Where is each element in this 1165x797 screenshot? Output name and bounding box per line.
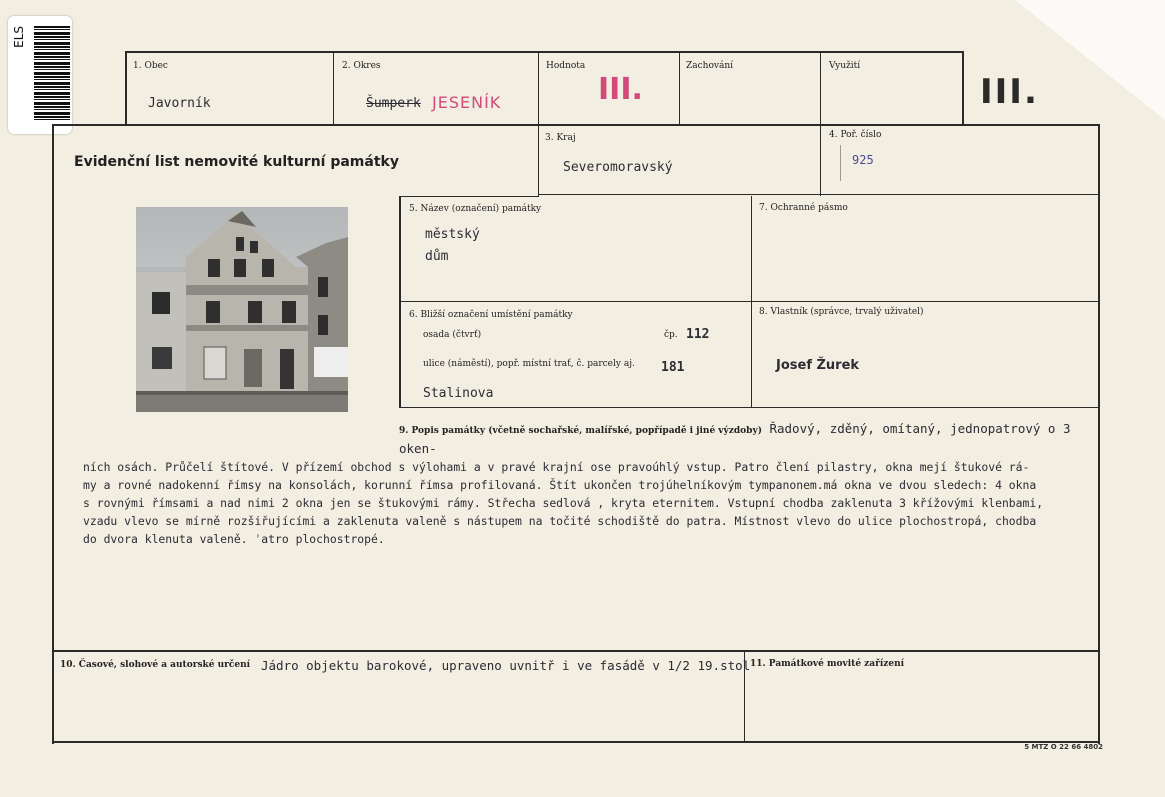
obec-value: Javorník <box>148 96 211 111</box>
grid-line <box>962 51 964 126</box>
por-cislo-value: 925 <box>852 153 874 167</box>
casove-value: Jádro objektu barokové, upraveno uvnitř i ve fasádě v 1/2 19.stol <box>261 658 751 673</box>
popis-label: 9. Popis památky (včetně sochařské, malířské, popřípadě i jiné výzdoby) <box>399 426 762 436</box>
category-value: III. <box>980 72 1039 112</box>
grid-line <box>52 124 1100 126</box>
grid-line <box>333 51 334 126</box>
cp-value: 112 <box>686 327 710 342</box>
form-title: Evidenční list nemovité kulturní památky <box>74 154 399 170</box>
popis-line2: ních osách. Průčelí štítové. V přízemí obchod s výlohami a v pravé krajní ose pravoúhlý vstup. Patro člení pilastry, okna mejí štukové rá- <box>83 460 1030 474</box>
footer-code: 5 MTZ O 22 66 4802 <box>1024 743 1103 751</box>
vlastnik-value: Josef Žurek <box>776 358 860 373</box>
vyuziti-label: Využití <box>829 61 861 71</box>
obec-label: 1. Obec <box>133 61 168 71</box>
cp-label: čp. <box>664 330 678 340</box>
grid-line <box>538 194 1098 195</box>
grid-line <box>52 650 1100 652</box>
nazev-line2: dům <box>425 249 449 264</box>
popis-line6: do dvora klenuta valeně. ˈatro plochostropé. <box>83 532 385 546</box>
ulice-label: ulice (náměstí), popř. místní trať, č. parcely aj. <box>423 359 635 369</box>
barcode-text: ELS <box>12 26 26 48</box>
zachovani-label: Zachování <box>686 61 733 71</box>
grid-line <box>538 51 539 196</box>
grid-line <box>399 196 539 197</box>
popis-text <box>83 420 1103 548</box>
por-cislo-label: 4. Poř. číslo <box>829 130 882 140</box>
umisteni-label: 6. Bližší označení umístění památky <box>409 310 573 320</box>
casove-label: 10. Časové, slohové a autorské určení <box>60 660 251 670</box>
okres-value-handwritten: JESENÍK <box>432 93 502 112</box>
okres-label: 2. Okres <box>342 61 381 71</box>
barcode-bars <box>34 26 70 122</box>
nazev-label: 5. Název (označení) památky <box>409 204 542 214</box>
ulice-value: Stalinova <box>423 386 494 401</box>
ochranne-pasmo-label: 7. Ochranné pásmo <box>759 203 848 213</box>
hodnota-value: III. <box>598 72 643 107</box>
hodnota-label: Hodnota <box>546 61 586 71</box>
osada-label: osada (čtvrť) <box>423 330 482 340</box>
vlastnik-label: 8. Vlastník (správce, trvalý uživatel) <box>759 307 924 317</box>
popis-line1: Řadový, zděný, omítaný, jednopatrový o 3 oken- <box>399 421 1071 456</box>
okres-value-struck: Šumperk <box>366 96 421 111</box>
grid-line <box>820 51 821 196</box>
grid-line <box>125 51 127 126</box>
building-photo <box>136 207 348 412</box>
nazev-line1: městský <box>425 227 480 242</box>
grid-line <box>399 407 1098 408</box>
grid-line <box>399 196 401 408</box>
grid-line <box>679 51 680 126</box>
popis-line5: vzadu vlevo se mírně rozšiřujícími a zaklenuta valeně s nástupem na točité schodiště do patra. Místnost vlevo do ulice plochostropá, chodba <box>83 514 1037 528</box>
grid-line <box>125 51 963 53</box>
grid-line <box>52 741 1100 743</box>
popis-line4: s rovnými římsami a nad nimi 2 okna jen se štukovými rámy. Střecha sedlová , kryta eternitem. Vstupní chodba zaklenuta 3 křížovými klenbami, <box>83 496 1044 510</box>
barcode-label <box>8 16 72 134</box>
kraj-value: Severomoravský <box>563 160 673 175</box>
grid-line <box>751 196 752 408</box>
parcela-value: 181 <box>661 360 685 375</box>
grid-line <box>399 301 1098 302</box>
kraj-label: 3. Kraj <box>545 133 576 143</box>
movite-zarizeni-label: 11. Památkové movité zařízení <box>750 659 905 669</box>
popis-line3: my a rovné nadokenní římsy na konsolách, korunní římsa profilovaná. Štít ukončen trojúhelníkovým tympanonem.má okna ve dvou sledech: 4 okna <box>83 478 1037 492</box>
